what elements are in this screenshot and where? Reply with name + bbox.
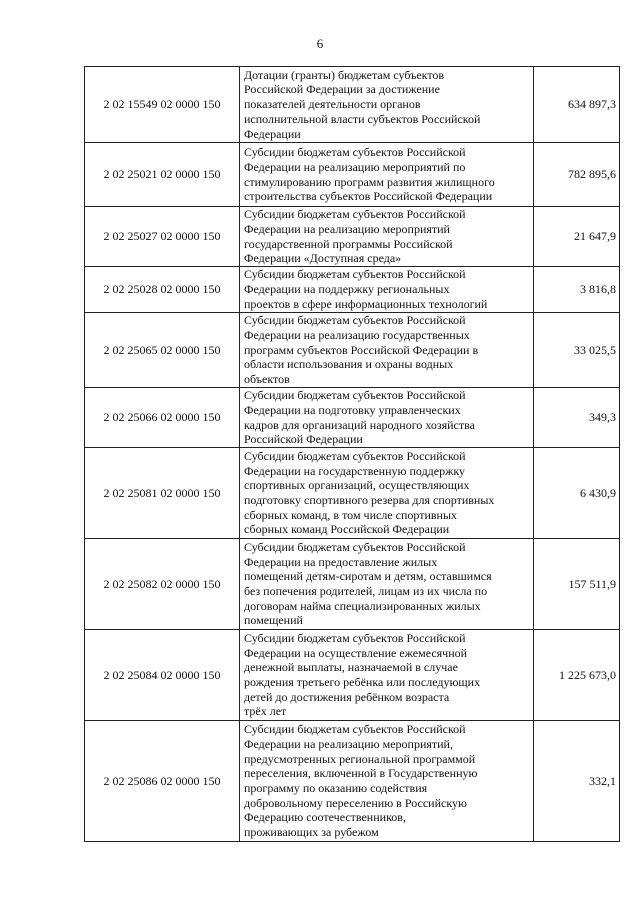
description-line: Субсидии бюджетам субъектов Российской bbox=[244, 539, 466, 554]
description-line: рождения третьего ребёнка или последующих bbox=[244, 675, 481, 689]
description-line: Субсидии бюджетам субъектов Российской bbox=[244, 313, 466, 328]
description-line: Федерации на осуществление ежемесячной bbox=[244, 645, 468, 660]
description-line: программ субъектов Российской Федерации в bbox=[244, 342, 479, 357]
description-line: денежной выплаты, назначаемой в случае bbox=[244, 660, 458, 675]
description-line: без попечения родителей, лицам из их числа по bbox=[244, 584, 488, 598]
description-line: Федерации на реализацию мероприятий, bbox=[244, 736, 453, 751]
budget-code-cell: 2 02 25081 02 0000 150 bbox=[85, 448, 240, 539]
description-line: предусмотренных региональной программой bbox=[244, 751, 476, 766]
budget-code-cell: 2 02 25065 02 0000 150 bbox=[85, 313, 240, 388]
budget-code-cell: 2 02 25028 02 0000 150 bbox=[85, 267, 240, 313]
description-line: Федерацию соотечественников, bbox=[244, 810, 406, 825]
description-line: проживающих за рубежом bbox=[244, 825, 379, 840]
description-cell bbox=[240, 388, 534, 448]
description-cell bbox=[240, 267, 534, 313]
description-line: Федерации на предоставление жилых bbox=[244, 554, 438, 569]
amount-cell: 332,1 bbox=[534, 721, 620, 842]
description-line: Субсидии бюджетам субъектов Российской bbox=[244, 207, 466, 222]
table-row bbox=[85, 539, 620, 630]
description-cell bbox=[240, 721, 534, 842]
budget-code-cell: 2 02 25027 02 0000 150 bbox=[85, 207, 240, 267]
table-row bbox=[85, 67, 620, 143]
revenue-table bbox=[84, 66, 620, 842]
description-line: Федерации «Доступная среда» bbox=[244, 251, 402, 266]
table-row bbox=[85, 388, 620, 448]
table-row bbox=[85, 630, 620, 721]
description-line: Субсидии бюджетам субъектов Российской bbox=[244, 448, 466, 463]
description-cell bbox=[240, 313, 534, 388]
description-line: помещений bbox=[244, 613, 303, 628]
description-line: договорам найма специализированных жилых bbox=[244, 598, 481, 613]
description-cell bbox=[240, 448, 534, 539]
budget-code-cell: 2 02 25082 02 0000 150 bbox=[85, 539, 240, 630]
description-cell bbox=[240, 630, 534, 721]
description-line: кадров для организаций народного хозяйства bbox=[244, 417, 475, 432]
page-number: 6 bbox=[316, 36, 324, 51]
amount-cell: 782 895,6 bbox=[534, 143, 620, 207]
description-line: сборных команд, в том числе спортивных bbox=[244, 507, 458, 522]
description-cell bbox=[240, 143, 534, 207]
description-line: Субсидии бюджетам субъектов Российской bbox=[244, 388, 466, 403]
table-row bbox=[85, 448, 620, 539]
amount-cell: 634 897,3 bbox=[534, 67, 620, 143]
description-line: Субсидии бюджетам субъектов Российской bbox=[244, 267, 466, 282]
amount-cell: 349,3 bbox=[534, 388, 620, 448]
description-cell bbox=[240, 539, 534, 630]
description-line: Федерации на поддержку региональных bbox=[244, 282, 450, 297]
amount-cell: 21 647,9 bbox=[534, 207, 620, 267]
description-line: Российской Федерации за достижение bbox=[244, 82, 440, 97]
budget-code-cell: 2 02 25021 02 0000 150 bbox=[85, 143, 240, 207]
amount-cell: 33 025,5 bbox=[534, 313, 620, 388]
description-line: государственной программы Российской bbox=[244, 236, 453, 251]
description-line: объектов bbox=[244, 372, 290, 387]
description-line: Дотации (гранты) бюджетам субъектов bbox=[244, 67, 445, 82]
description-cell bbox=[240, 67, 534, 143]
amount-cell: 6 430,9 bbox=[534, 448, 620, 539]
description-line: переселения, включенной в Государственную bbox=[244, 766, 478, 781]
description-line: стимулированию программ развития жилищного bbox=[244, 174, 495, 189]
description-line: сборных команд Российской Федерации bbox=[244, 522, 450, 537]
description-line: области использования и охраны водных bbox=[244, 357, 454, 372]
description-line: Субсидии бюджетам субъектов Российской bbox=[244, 722, 466, 737]
budget-code-cell: 2 02 25066 02 0000 150 bbox=[85, 388, 240, 448]
description-line: показателей деятельности органов bbox=[244, 97, 421, 112]
budget-code-cell: 2 02 15549 02 0000 150 bbox=[85, 67, 240, 143]
description-line: проектов в сфере информационных технологий bbox=[244, 296, 488, 311]
budget-code-cell: 2 02 25084 02 0000 150 bbox=[85, 630, 240, 721]
budget-code-cell: 2 02 25086 02 0000 150 bbox=[85, 721, 240, 842]
amount-cell: 157 511,9 bbox=[534, 539, 620, 630]
description-line: Федерации на реализацию мероприятий bbox=[244, 221, 450, 236]
description-line: Федерации на подготовку управленческих bbox=[244, 402, 461, 417]
table-row bbox=[85, 143, 620, 207]
description-line: Федерации на государственную поддержку bbox=[244, 463, 466, 478]
table-row bbox=[85, 267, 620, 313]
table-body bbox=[85, 67, 620, 842]
table-row bbox=[85, 207, 620, 267]
table-row bbox=[85, 721, 620, 842]
description-line: трёх лет bbox=[244, 704, 287, 719]
table-row bbox=[85, 313, 620, 388]
description-line: Федерации на реализацию мероприятий по bbox=[244, 159, 466, 174]
description-line: Федерации на реализацию государственных bbox=[244, 327, 470, 342]
amount-cell: 3 816,8 bbox=[534, 267, 620, 313]
amount-cell: 1 225 673,0 bbox=[534, 630, 620, 721]
description-line: детей до достижения ребёнком возраста bbox=[244, 689, 450, 704]
description-line: Субсидии бюджетам субъектов Российской bbox=[244, 630, 466, 645]
description-line: программу по оказанию содействия bbox=[244, 781, 428, 795]
description-line: Федерации bbox=[244, 126, 301, 141]
description-line: спортивных организаций, осуществляющих bbox=[244, 478, 470, 493]
description-line: подготовку спортивного резерва для спортивных bbox=[244, 493, 495, 507]
description-line: помещений детям-сиротам и детям, оставшимся bbox=[244, 569, 492, 584]
description-cell bbox=[240, 207, 534, 267]
description-line: Российской Федерации bbox=[244, 432, 363, 447]
description-line: Субсидии бюджетам субъектов Российской bbox=[244, 145, 466, 160]
description-line: исполнительной власти субъектов Российской bbox=[244, 111, 481, 126]
description-line: строительства субъектов Российской Федерации bbox=[244, 189, 493, 204]
description-line: добровольному переселению в Российскую bbox=[244, 795, 467, 810]
